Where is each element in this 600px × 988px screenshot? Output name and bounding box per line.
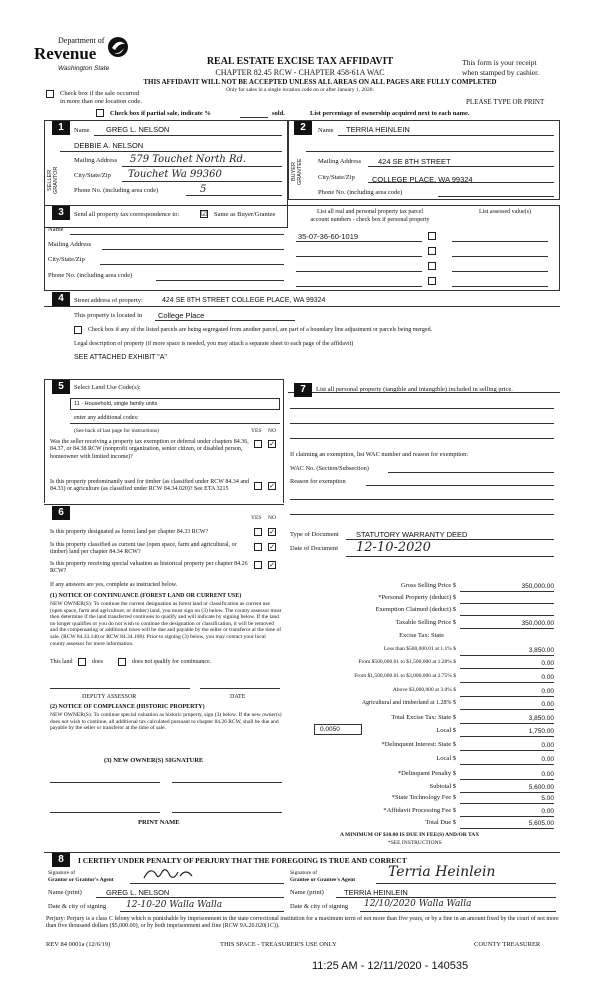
- multi-location-checkbox[interactable]: [46, 90, 54, 98]
- grantee-date-label: Date & city of signing: [290, 903, 349, 910]
- historic-question: Is this property receiving special valuation as historical property per chapter 84.26 RCW?: [50, 561, 248, 574]
- multi-location-label-2: in more than one location code.: [60, 98, 142, 105]
- seller-name-1[interactable]: GREG L. NELSON: [106, 125, 170, 134]
- deputy-assessor-label: DEPUTY ASSESSOR: [82, 694, 137, 700]
- does-not-label: does not qualify for continuance.: [132, 659, 212, 665]
- wac-question: If claiming an exemption, list WAC number and reason for exemption:: [290, 451, 469, 458]
- tier4-value[interactable]: 0.00: [541, 688, 554, 695]
- processing-fee-label: *Affidavit Processing Fee $: [383, 807, 456, 814]
- treasurer-stamp: 11:25 AM - 12/11/2020 - 140535: [312, 960, 469, 972]
- parcel-header-1: List all real and personal property tax parcel: [316, 209, 424, 215]
- logo-dept: Department of: [58, 36, 105, 45]
- see-instructions-note: *SEE INSTRUCTIONS: [388, 840, 442, 846]
- buyer-phone-label: Phone No. (including area code): [318, 189, 403, 196]
- total-due-value[interactable]: 5,605.00: [528, 820, 554, 827]
- tier1-label: Less than $500,000.01 at 1.1% $: [383, 646, 456, 652]
- seller-phone[interactable]: 5: [200, 184, 207, 195]
- tax-table: [290, 582, 560, 844]
- notice-compliance-text: NEW OWNER(S): To continue special valuation as historic property, sign (3) below. If the new owner(s) does not wish to continue, all additional tax calculated pursuant to chapter 84.26 RCW, shall be due and payable by the seller or transferor at the time of sale.: [50, 712, 282, 732]
- treasurer-space: THIS SPACE - TREASURER'S USE ONLY: [220, 941, 337, 948]
- tier3-value[interactable]: 0.00: [541, 674, 554, 681]
- processing-fee-value[interactable]: 0.00: [541, 808, 554, 815]
- total-due-label: Total Due $: [425, 819, 456, 826]
- street-address[interactable]: 424 SE 8TH STREET COLLEGE PLACE, WA 99324: [162, 297, 326, 304]
- current-use-no-checkbox[interactable]: ✓: [269, 544, 275, 551]
- grantor-signature[interactable]: [140, 864, 200, 884]
- parcel-number[interactable]: 35-07-36-60-1019: [298, 232, 359, 241]
- segregated-checkbox[interactable]: [74, 326, 82, 334]
- tier4-label: Above $3,000,000 at 3.0% $: [392, 687, 456, 693]
- section-5-number: 5: [52, 380, 70, 394]
- form-only-for: Only for sales in a single location code on or after January 1, 2020.: [226, 87, 374, 93]
- revenue-swirl-icon: [106, 34, 130, 60]
- taxable-price-value[interactable]: 350,000.00: [521, 620, 554, 627]
- forest-yes-checkbox[interactable]: [254, 528, 262, 536]
- timber-no-checkbox[interactable]: ✓: [269, 483, 275, 490]
- buyer-name-label: Name: [318, 127, 334, 134]
- seller-name-label: Name: [74, 127, 90, 134]
- grantee-sig-label-1: Signature of: [290, 870, 318, 876]
- delinquent-interest-local-value[interactable]: 0.00: [541, 756, 554, 763]
- land-use-no-header: NO: [268, 428, 276, 434]
- same-as-buyer-label: Same as Buyer/Grantee: [214, 211, 276, 218]
- tier2-value[interactable]: 0.00: [541, 660, 554, 667]
- form-title: REAL ESTATE EXCISE TAX AFFIDAVIT: [206, 56, 394, 67]
- buyer-city-label: City/State/Zip: [318, 174, 355, 181]
- street-address-label: Street address of property:: [74, 297, 143, 304]
- section-6-bar: [44, 504, 284, 518]
- list-percentage-label: List percentage of ownership acquired next to each name.: [310, 110, 470, 117]
- wac-no-label: WAC No. (Section/Subsection): [290, 465, 369, 472]
- section-6-number: 6: [52, 506, 70, 520]
- delinquent-interest-state-label: *Delinquent Interest: State $: [381, 741, 456, 748]
- seller-side-label: SELLER GRANTOR: [47, 166, 59, 194]
- parcel-1-personal-checkbox[interactable]: [428, 232, 436, 240]
- does-not-qualify-checkbox[interactable]: [118, 658, 126, 666]
- grantor-date-city[interactable]: 12-10-20 Walla Walla: [126, 900, 223, 910]
- buyer-name-1[interactable]: TERRIA HEINLEIN: [346, 125, 410, 134]
- exemption-yes-checkbox[interactable]: [254, 440, 262, 448]
- local-rate: 0.0050: [320, 726, 340, 733]
- doc-type-label: Type of Document: [290, 531, 339, 538]
- grantee-sig-label-2: Grantee or Grantee's Agent: [290, 877, 356, 883]
- partial-sale-label: Check box if partial sale, indicate %: [110, 110, 211, 117]
- exemption-question: Was the seller receiving a property tax exemption or deferral under chapters 84.36, 84.37, or 84.38 RCW (nonprofit organization, senior citizen, or disabled person, homeowner with limited income)?: [50, 439, 249, 460]
- buyer-side-label: BUYER GRANTEE: [291, 158, 303, 186]
- delinquent-interest-local-label: Local $: [436, 755, 456, 762]
- gross-price-value[interactable]: 350,000.00: [521, 583, 554, 590]
- seller-mailing-label: Mailing Address: [74, 157, 118, 164]
- logo-state: Washington State: [58, 65, 110, 72]
- print-name-label: PRINT NAME: [138, 819, 180, 826]
- sec6-yes-header: YES: [251, 515, 262, 521]
- corr-phone-label: Phone No. (including area code): [48, 272, 133, 279]
- assessed-header: List assessed value(s): [479, 209, 531, 215]
- parcel-4-personal-checkbox[interactable]: [428, 277, 436, 285]
- legal-description-label: Legal description of property (if more space is needed, you may attach a separate sheet to each page of the affidavit): [74, 341, 354, 347]
- notice-continuance-heading: (1) NOTICE OF CONTINUANCE (FOREST LAND OR CURRENT USE): [50, 593, 242, 599]
- land-use-yes-header: YES: [251, 428, 262, 434]
- seller-city[interactable]: Touchet Wa 99360: [128, 169, 222, 180]
- total-excise-value[interactable]: 3,850.00: [528, 715, 554, 722]
- does-qualify-checkbox[interactable]: [78, 658, 86, 666]
- historic-no-checkbox[interactable]: ✓: [269, 562, 275, 569]
- tier3-label: From $1,500,000.01 to $3,000,000 at 2.75% $: [354, 673, 456, 679]
- personal-property-deduct-label: *Personal Property (deduct) $: [378, 594, 456, 601]
- section-8-number: 8: [52, 853, 70, 867]
- corr-mailing-label: Mailing Address: [48, 241, 92, 248]
- grantee-signature[interactable]: Terria Heinlein: [388, 864, 496, 880]
- same-as-buyer-checkbox[interactable]: ☑: [201, 211, 208, 218]
- tech-fee-label: *State Technology Fee $: [391, 794, 456, 801]
- subtotal-label: Subtotal $: [429, 783, 456, 790]
- land-use-label: Select Land Use Code(s):: [74, 384, 141, 391]
- perjury-warning: Perjury: Perjury is a class C felony which is punishable by imprisonment in the state correctional institution for a maximum term of not more than five years, or by a fine in an amount fixed by the court of not more than five thousand dollars ($5,000.00), or by both imprisonment and fine (RCW 9A.20.020(1C)).: [46, 916, 559, 930]
- sec6-no-header: NO: [268, 515, 276, 521]
- section-4-number: 4: [52, 292, 70, 306]
- buyer-city[interactable]: COLLEGE PLACE, WA 99324: [372, 175, 473, 184]
- total-excise-label: Total Excise Tax: State $: [391, 714, 456, 721]
- tier1-value[interactable]: 3,850.00: [528, 647, 554, 654]
- seller-mailing[interactable]: 579 Touchet North Rd.: [130, 154, 247, 165]
- send-correspondence-label: Send all property tax correspondence to:: [74, 211, 180, 218]
- grantee-name[interactable]: TERRIA HEINLEIN: [344, 888, 408, 897]
- multi-location-label-1: Check box if the sale occurred: [60, 90, 140, 97]
- forest-question: Is this property designated as forest land per chapter 84.33 RCW?: [50, 529, 209, 535]
- located-in-label: This property is located in: [74, 312, 143, 319]
- subtotal-value[interactable]: 5,600.00: [528, 784, 554, 791]
- logo-revenue: Revenue: [34, 44, 97, 63]
- delinquent-interest-state-value[interactable]: 0.00: [541, 742, 554, 749]
- partial-sale-checkbox[interactable]: [96, 109, 104, 117]
- does-label: does: [92, 659, 103, 665]
- dor-logo: [32, 34, 132, 76]
- tier2-label: From $500,000.01 to $1,500,000 at 1.28% $: [358, 659, 456, 665]
- historic-yes-checkbox[interactable]: [254, 561, 262, 569]
- grantor-name[interactable]: GREG L. NELSON: [106, 888, 170, 897]
- partial-sold-label: sold.: [272, 110, 285, 117]
- partial-sale-field[interactable]: [240, 117, 268, 118]
- form-warning: THIS AFFIDAVIT WILL NOT BE ACCEPTED UNLESS ALL AREAS ON ALL PAGES ARE FULLY COMPLETED: [143, 78, 497, 86]
- legal-description[interactable]: SEE ATTACHED EXHIBIT "A": [74, 354, 167, 361]
- grantee-date-city[interactable]: 12/10/2020 Walla Walla: [364, 899, 472, 909]
- section-1-number: 1: [52, 121, 70, 135]
- agri-label: Agricultural and timberland at 1.28% $: [361, 700, 456, 706]
- deputy-date-label: DATE: [230, 694, 246, 700]
- section-7-number: 7: [294, 383, 312, 397]
- if-yes-note: If any answers are yes, complete as instructed below.: [50, 582, 178, 588]
- gross-price-label: Gross Selling Price $: [400, 582, 456, 589]
- corr-city-label: City/State/Zip: [48, 256, 85, 263]
- doc-type[interactable]: STATUTORY WARRANTY DEED: [356, 530, 468, 539]
- local-label: Local $: [436, 727, 456, 734]
- tech-fee-value[interactable]: 5.00: [541, 795, 554, 802]
- see-back-note: (See back of last page for instructions): [74, 428, 159, 434]
- timber-question: Is this property predominantly used for timber (as classified under RCW 84.34 and 84.33) or agriculture (as classified under RCW 84.34.020)? See ETA 3215: [50, 479, 250, 492]
- seller-city-label: City/State/Zip: [74, 172, 111, 179]
- excise-state-label: Excise Tax: State: [399, 632, 444, 639]
- segregated-label: Check box if any of the listed parcels are being segregated from another parcel, are part of a boundary line adjustment or parcels being merged.: [88, 327, 433, 333]
- current-use-question: Is this property classified as current use (open space, farm and agricultural, or timber) land per chapter 84.34 RCW?: [50, 542, 237, 555]
- grantor-sig-label-2: Grantor or Grantor's Agent: [48, 877, 114, 883]
- additional-codes-label: enter any additional codes:: [74, 415, 139, 421]
- county-treasurer: COUNTY TREASURER: [474, 941, 541, 948]
- timber-yes-checkbox[interactable]: [254, 482, 262, 490]
- seller-phone-label: Phone No. (including area code): [74, 187, 159, 194]
- grantor-sig-label-1: Signature of: [48, 870, 76, 876]
- doc-date[interactable]: 12-10-2020: [356, 540, 431, 555]
- doc-date-label: Date of Document: [290, 545, 339, 552]
- minimum-due-note: A MINIMUM OF $10.00 IS DUE IN FEE(S) AND/OR TAX: [340, 832, 480, 838]
- please-type: PLEASE TYPE OR PRINT: [466, 98, 545, 106]
- parcel-header-2: account numbers - check box if personal property: [310, 217, 430, 223]
- exemption-no-checkbox[interactable]: ✓: [269, 441, 275, 448]
- delinquent-penalty-value[interactable]: 0.00: [541, 771, 554, 778]
- located-in[interactable]: College Place: [158, 311, 205, 320]
- parcel-2-personal-checkbox[interactable]: [428, 247, 436, 255]
- personal-property-label: List all personal property (tangible and intangible) included in selling price.: [316, 386, 513, 393]
- notice-compliance-heading: (2) NOTICE OF COMPLIANCE (HISTORIC PROPERTY): [50, 704, 205, 710]
- forest-no-checkbox[interactable]: ✓: [269, 529, 275, 536]
- buyer-mailing[interactable]: 424 SE 8TH STREET: [378, 157, 451, 166]
- section-2-number: 2: [294, 121, 312, 135]
- receipt-note-1: This form is your receipt: [462, 58, 537, 67]
- parcel-3-personal-checkbox[interactable]: [428, 262, 436, 270]
- grantor-name-label: Name (print): [48, 889, 82, 896]
- buyer-mailing-label: Mailing Address: [318, 158, 362, 165]
- section-3-number: 3: [52, 206, 70, 220]
- grantor-date-label: Date & city of signing: [48, 903, 107, 910]
- seller-name-2[interactable]: DEBBIE A. NELSON: [74, 141, 144, 150]
- land-use-code: 11 - Household, single family units: [74, 401, 158, 407]
- certify-statement: I CERTIFY UNDER PENALTY OF PERJURY THAT THE FOREGOING IS TRUE AND CORRECT: [78, 856, 407, 865]
- form-rev: REV 84 0001a (12/6/19): [46, 941, 111, 948]
- delinquent-penalty-label: *Delinquent Penalty $: [397, 770, 456, 777]
- exemption-reason-label: Reason for exemption: [290, 478, 346, 485]
- taxable-price-label: Taxable Selling Price $: [395, 619, 456, 626]
- current-use-yes-checkbox[interactable]: [254, 543, 262, 551]
- this-land-label: This land: [50, 659, 73, 665]
- local-value[interactable]: 1,750.00: [528, 728, 554, 735]
- form-subtitle: CHAPTER 82.45 RCW - CHAPTER 458-61A WAC: [215, 68, 385, 77]
- grantee-name-label: Name (print): [290, 889, 324, 896]
- new-owner-signature-heading: (3) NEW OWNER(S) SIGNATURE: [104, 757, 204, 764]
- agri-value[interactable]: 0.00: [541, 701, 554, 708]
- notice-continuance-text: NEW OWNER(S): To continue the current designation as forest land or classification as current use (open space, farm and agriculture, or timber) land, you must sign on (3) below. The county assessor must then determine if the land transferred continues to qualify and will indicate by signing below. If the land no longer qualifies or you do not wish to continue the designation or classification, it will be removed and the compensating or additional taxes will be due and payable by the seller or transferor at the time of sale. (RCW 84.33.140 or RCW 84.34.108). Prior to signing (3) below, you may contact your local county assessor for more information.: [50, 601, 282, 647]
- corr-name-label: Name: [48, 226, 64, 233]
- receipt-note-2: when stamped by cashier.: [462, 68, 540, 77]
- exemption-deduct-label: Exemption Claimed (deduct) $: [375, 606, 456, 613]
